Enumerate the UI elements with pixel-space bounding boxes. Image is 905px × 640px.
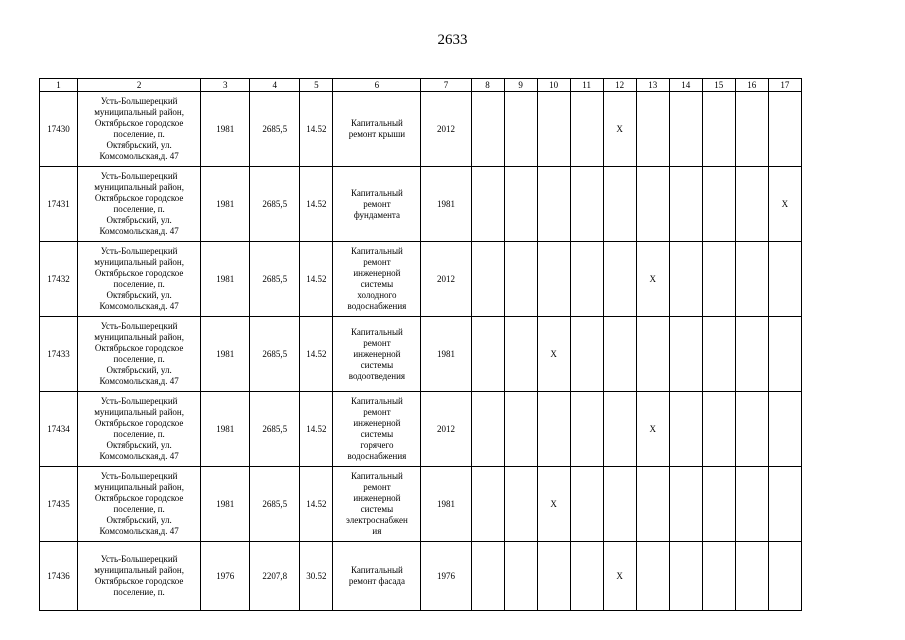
mark-cell — [537, 92, 570, 167]
rate-cell: 30.52 — [300, 542, 333, 611]
column-header: 14 — [669, 79, 702, 92]
mark-cell — [768, 467, 801, 542]
mark-cell — [504, 467, 537, 542]
mark-cell — [504, 542, 537, 611]
table-row — [40, 392, 802, 467]
year-cell: 2012 — [421, 242, 471, 317]
record-id: 17435 — [40, 467, 78, 542]
year-built-cell: 1981 — [201, 92, 250, 167]
record-id: 17436 — [40, 542, 78, 611]
mark-cell — [768, 392, 801, 467]
column-header: 6 — [333, 79, 421, 92]
mark-cell — [504, 317, 537, 392]
rate-cell: 14.52 — [300, 467, 333, 542]
mark-cell: X — [636, 392, 669, 467]
record-id: 17432 — [40, 242, 78, 317]
mark-cell — [735, 167, 768, 242]
column-header: 13 — [636, 79, 669, 92]
registry-table — [39, 78, 802, 611]
column-header: 8 — [471, 79, 504, 92]
mark-cell — [504, 167, 537, 242]
address-cell: Усть-Большерецкий муниципальный район, Октябрьское городское поселение, п. Октябрьский, ул. Комсомольская,д. 47 — [78, 467, 201, 542]
mark-cell: X — [603, 92, 636, 167]
rate-cell: 14.52 — [300, 242, 333, 317]
mark-cell — [603, 242, 636, 317]
mark-cell — [735, 242, 768, 317]
area-cell: 2685,5 — [250, 167, 300, 242]
mark-cell — [669, 392, 702, 467]
area-cell: 2207,8 — [250, 542, 300, 611]
mark-cell — [570, 242, 603, 317]
mark-cell — [636, 167, 669, 242]
mark-cell — [702, 317, 735, 392]
record-id: 17431 — [40, 167, 78, 242]
area-cell: 2685,5 — [250, 317, 300, 392]
column-header: 12 — [603, 79, 636, 92]
mark-cell — [636, 92, 669, 167]
table-row — [40, 92, 802, 167]
mark-cell — [471, 542, 504, 611]
table-row — [40, 542, 802, 611]
mark-cell — [603, 392, 636, 467]
address-cell: Усть-Большерецкий муниципальный район, Октябрьское городское поселение, п. Октябрьский, ул. Комсомольская,д. 47 — [78, 317, 201, 392]
column-header: 3 — [201, 79, 250, 92]
column-header: 7 — [421, 79, 471, 92]
mark-cell: X — [603, 542, 636, 611]
table-row — [40, 242, 802, 317]
mark-cell — [702, 467, 735, 542]
mark-cell — [537, 542, 570, 611]
year-built-cell: 1981 — [201, 392, 250, 467]
mark-cell — [702, 392, 735, 467]
work-type-cell: Капитальный ремонт фасада — [333, 542, 421, 611]
mark-cell: X — [636, 242, 669, 317]
year-built-cell: 1981 — [201, 467, 250, 542]
year-built-cell: 1981 — [201, 167, 250, 242]
column-header: 17 — [768, 79, 801, 92]
column-header: 9 — [504, 79, 537, 92]
column-header: 2 — [78, 79, 201, 92]
mark-cell: X — [537, 317, 570, 392]
mark-cell — [669, 467, 702, 542]
record-id: 17434 — [40, 392, 78, 467]
mark-cell — [504, 92, 537, 167]
record-id: 17433 — [40, 317, 78, 392]
mark-cell — [570, 542, 603, 611]
mark-cell — [735, 542, 768, 611]
mark-cell — [471, 317, 504, 392]
year-cell: 2012 — [421, 92, 471, 167]
mark-cell — [669, 317, 702, 392]
mark-cell — [669, 92, 702, 167]
area-cell: 2685,5 — [250, 242, 300, 317]
column-header: 5 — [300, 79, 333, 92]
mark-cell — [669, 242, 702, 317]
year-built-cell: 1976 — [201, 542, 250, 611]
page-number: 2633 — [437, 32, 468, 48]
mark-cell — [570, 167, 603, 242]
mark-cell — [537, 242, 570, 317]
mark-cell — [570, 317, 603, 392]
year-built-cell: 1981 — [201, 317, 250, 392]
mark-cell — [471, 167, 504, 242]
work-type-cell: Капитальный ремонт инженерной системы водоотведения — [333, 317, 421, 392]
mark-cell — [702, 542, 735, 611]
year-cell: 1981 — [421, 317, 471, 392]
rate-cell: 14.52 — [300, 317, 333, 392]
table-row — [40, 317, 802, 392]
work-type-cell: Капитальный ремонт крыши — [333, 92, 421, 167]
year-built-cell: 1981 — [201, 242, 250, 317]
rate-cell: 14.52 — [300, 167, 333, 242]
mark-cell: X — [537, 467, 570, 542]
mark-cell — [702, 167, 735, 242]
address-cell: Усть-Большерецкий муниципальный район, Октябрьское городское поселение, п. — [78, 542, 201, 611]
address-cell: Усть-Большерецкий муниципальный район, Октябрьское городское поселение, п. Октябрьский, ул. Комсомольская,д. 47 — [78, 92, 201, 167]
work-type-cell: Капитальный ремонт фундамента — [333, 167, 421, 242]
year-cell: 1981 — [421, 467, 471, 542]
mark-cell — [735, 317, 768, 392]
rate-cell: 14.52 — [300, 392, 333, 467]
column-header: 10 — [537, 79, 570, 92]
work-type-cell: Капитальный ремонт инженерной системы холодного водоснабжения — [333, 242, 421, 317]
mark-cell — [636, 542, 669, 611]
area-cell: 2685,5 — [250, 467, 300, 542]
mark-cell — [735, 392, 768, 467]
mark-cell — [735, 92, 768, 167]
address-cell: Усть-Большерецкий муниципальный район, Октябрьское городское поселение, п. Октябрьский, ул. Комсомольская,д. 47 — [78, 167, 201, 242]
mark-cell — [669, 167, 702, 242]
area-cell: 2685,5 — [250, 392, 300, 467]
year-cell: 1976 — [421, 542, 471, 611]
work-type-cell: Капитальный ремонт инженерной системы электроснабжен ия — [333, 467, 421, 542]
rate-cell: 14.52 — [300, 92, 333, 167]
record-id: 17430 — [40, 92, 78, 167]
table-row — [40, 467, 802, 542]
table-row — [40, 167, 802, 242]
mark-cell — [603, 167, 636, 242]
mark-cell — [768, 317, 801, 392]
work-type-cell: Капитальный ремонт инженерной системы горячего водоснабжения — [333, 392, 421, 467]
mark-cell: X — [768, 167, 801, 242]
mark-cell — [570, 467, 603, 542]
address-cell: Усть-Большерецкий муниципальный район, Октябрьское городское поселение, п. Октябрьский, ул. Комсомольская,д. 47 — [78, 392, 201, 467]
year-cell: 2012 — [421, 392, 471, 467]
column-header: 4 — [250, 79, 300, 92]
mark-cell — [636, 317, 669, 392]
mark-cell — [471, 92, 504, 167]
mark-cell — [504, 392, 537, 467]
mark-cell — [702, 92, 735, 167]
mark-cell — [570, 392, 603, 467]
mark-cell — [768, 92, 801, 167]
mark-cell — [603, 467, 636, 542]
mark-cell — [471, 242, 504, 317]
mark-cell — [669, 542, 702, 611]
column-header: 16 — [735, 79, 768, 92]
column-header: 1 — [40, 79, 78, 92]
mark-cell — [702, 242, 735, 317]
mark-cell — [735, 467, 768, 542]
column-header: 15 — [702, 79, 735, 92]
address-cell: Усть-Большерецкий муниципальный район, Октябрьское городское поселение, п. Октябрьский, ул. Комсомольская,д. 47 — [78, 242, 201, 317]
year-cell: 1981 — [421, 167, 471, 242]
mark-cell — [471, 392, 504, 467]
mark-cell — [603, 317, 636, 392]
mark-cell — [768, 542, 801, 611]
mark-cell — [768, 242, 801, 317]
mark-cell — [636, 467, 669, 542]
column-header: 11 — [570, 79, 603, 92]
mark-cell — [537, 167, 570, 242]
mark-cell — [570, 92, 603, 167]
mark-cell — [471, 467, 504, 542]
area-cell: 2685,5 — [250, 92, 300, 167]
mark-cell — [537, 392, 570, 467]
header-row — [40, 79, 802, 92]
mark-cell — [504, 242, 537, 317]
